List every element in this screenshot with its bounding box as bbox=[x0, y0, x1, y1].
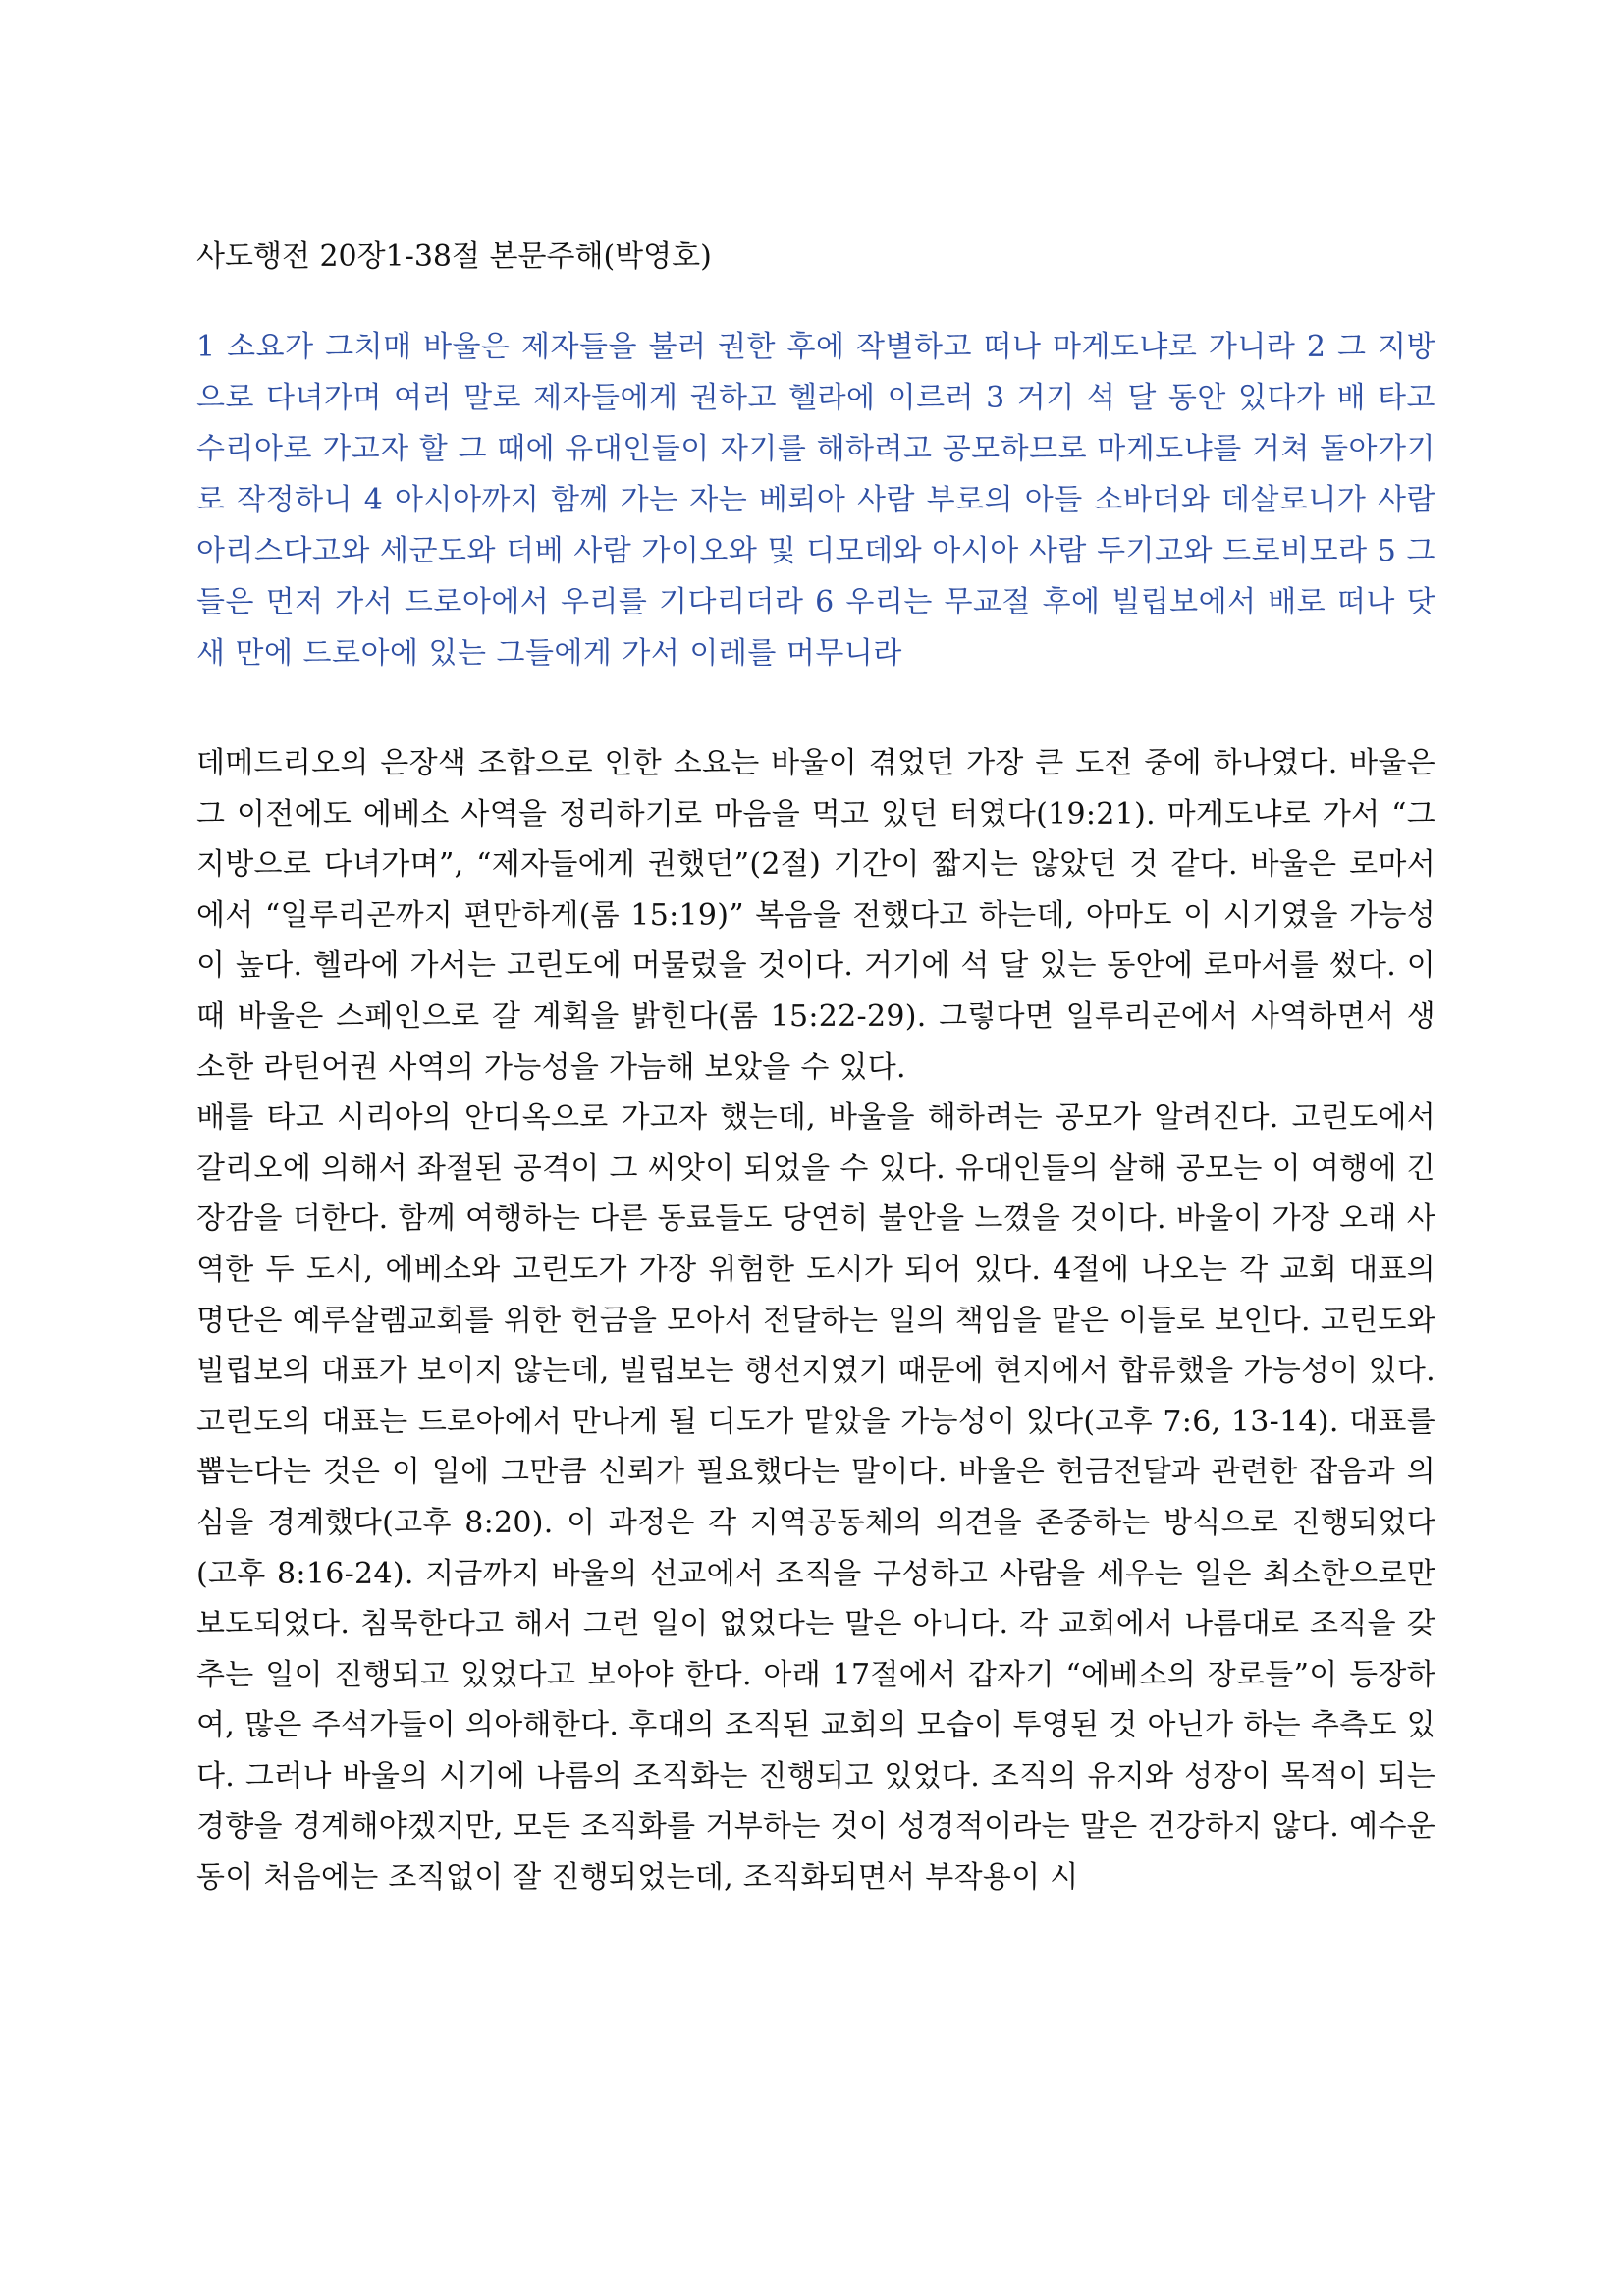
document-title: 사도행전 20장1-38절 본문주해(박영호) bbox=[196, 240, 712, 274]
scripture-passage: 1 소요가 그치매 바울은 제자들을 불러 권한 후에 작별하고 떠나 마게도냐로 가니라 2 그 지방으로 다녀가며 여러 말로 제자들에게 권하고 헬라에 이르러 3 거기 석 달 동안 있다가 배 타고 수리아로 가고자 할 그 때에 유대인들이 자기를 해하려고 공모하므로 마게도냐를 거쳐 돌아가기로 작정하니 4 아시아까지 함께 가는 자는 베뢰아 사람 부로의 아들 소바더와 데살로니가 사람 아리스다고와 세군도와 더베 사람 가이오와 및 디모데와 아시아 사람 두기고와 드로비모라 5 그들은 먼저 가서 드로아에서 우리를 기다리더라 6 우리는 무교절 후에 빌립보에서 배로 떠나 닷새 만에 드로아에 있는 그들에게 가서 이레를 머무니라 bbox=[196, 330, 1435, 670]
commentary-paragraph-2: 배를 타고 시리아의 안디옥으로 가고자 했는데, 바울을 해하려는 공모가 알려진다. 고린도에서 갈리오에 의해서 좌절된 공격이 그 씨앗이 되었을 수 있다. 유대인들의 살해 공모는 이 여행에 긴장감을 더한다. 함께 여행하는 다른 동료들도 당연히 불안을 느꼈을 것이다. 바울이 가장 오래 사역한 두 도시, 에베소와 고린도가 가장 위험한 도시가 되어 있다. 4절에 나오는 각 교회 대표의 명단은 예루살렘교회를 위한 헌금을 모아서 전달하는 일의 책임을 맡은 이들로 보인다. 고린도와 빌립보의 대표가 보이지 않는데, 빌립보는 행선지였기 때문에 현지에서 합류했을 가능성이 있다. 고린도의 대표는 드로아에서 만나게 될 디도가 맡았을 가능성이 있다(고후 7:6, 13-14). 대표를 뽑는다는 것은 이 일에 그만큼 신뢰가 필요했다는 말이다. 바울은 헌금전달과 관련한 잡음과 의심을 경계했다(고후 8:20). 이 과정은 각 지역공동체의 의견을 존중하는 방식으로 진행되었다(고후 8:16-24). 지금까지 바울의 선교에서 조직을 구성하고 사람을 세우는 일은 최소한으로만 보도되었다. 침묵한다고 해서 그런 일이 없었다는 말은 아니다. 각 교회에서 나름대로 조직을 갖추는 일이 진행되고 있었다고 보아야 한다. 아래 17절에서 갑자기 “에베소의 장로들”이 등장하여, 많은 주석가들이 의아해한다. 후대의 조직된 교회의 모습이 투영된 것 아닌가 하는 추측도 있다. 그러나 바울의 시기에 나름의 조직화는 진행되고 있었다. 조직의 유지와 성장이 목적이 되는 경향을 경계해야겠지만, 모든 조직화를 거부하는 것이 성경적이라는 말은 건강하지 않다. 예수운동이 처음에는 조직없이 잘 진행되었는데, 조직화되면서 부작용이 시 bbox=[196, 1100, 1435, 1896]
commentary-paragraph-1: 데메드리오의 은장색 조합으로 인한 소요는 바울이 겪었던 가장 큰 도전 중에 하나였다. 바울은 그 이전에도 에베소 사역을 정리하기로 마음을 먹고 있던 터였다(19:21). 마게도냐로 가서 “그 지방으로 다녀가며”, “제자들에게 권했던”(2절) 기간이 짧지는 않았던 것 같다. 바울은 로마서에서 “일루리곤까지 편만하게(롬 15:19)” 복음을 전했다고 하는데, 아마도 이 시기였을 가능성이 높다. 헬라에 가서는 고린도에 머물렀을 것이다. 거기에 석 달 있는 동안에 로마서를 썼다. 이 때 바울은 스페인으로 갈 계획을 밝힌다(롬 15:22-29). 그렇다면 일루리곤에서 사역하면서 생소한 라틴어권 사역의 가능성을 가늠해 보았을 수 있다. bbox=[196, 746, 1435, 1085]
document-page bbox=[196, 236, 1435, 1903]
